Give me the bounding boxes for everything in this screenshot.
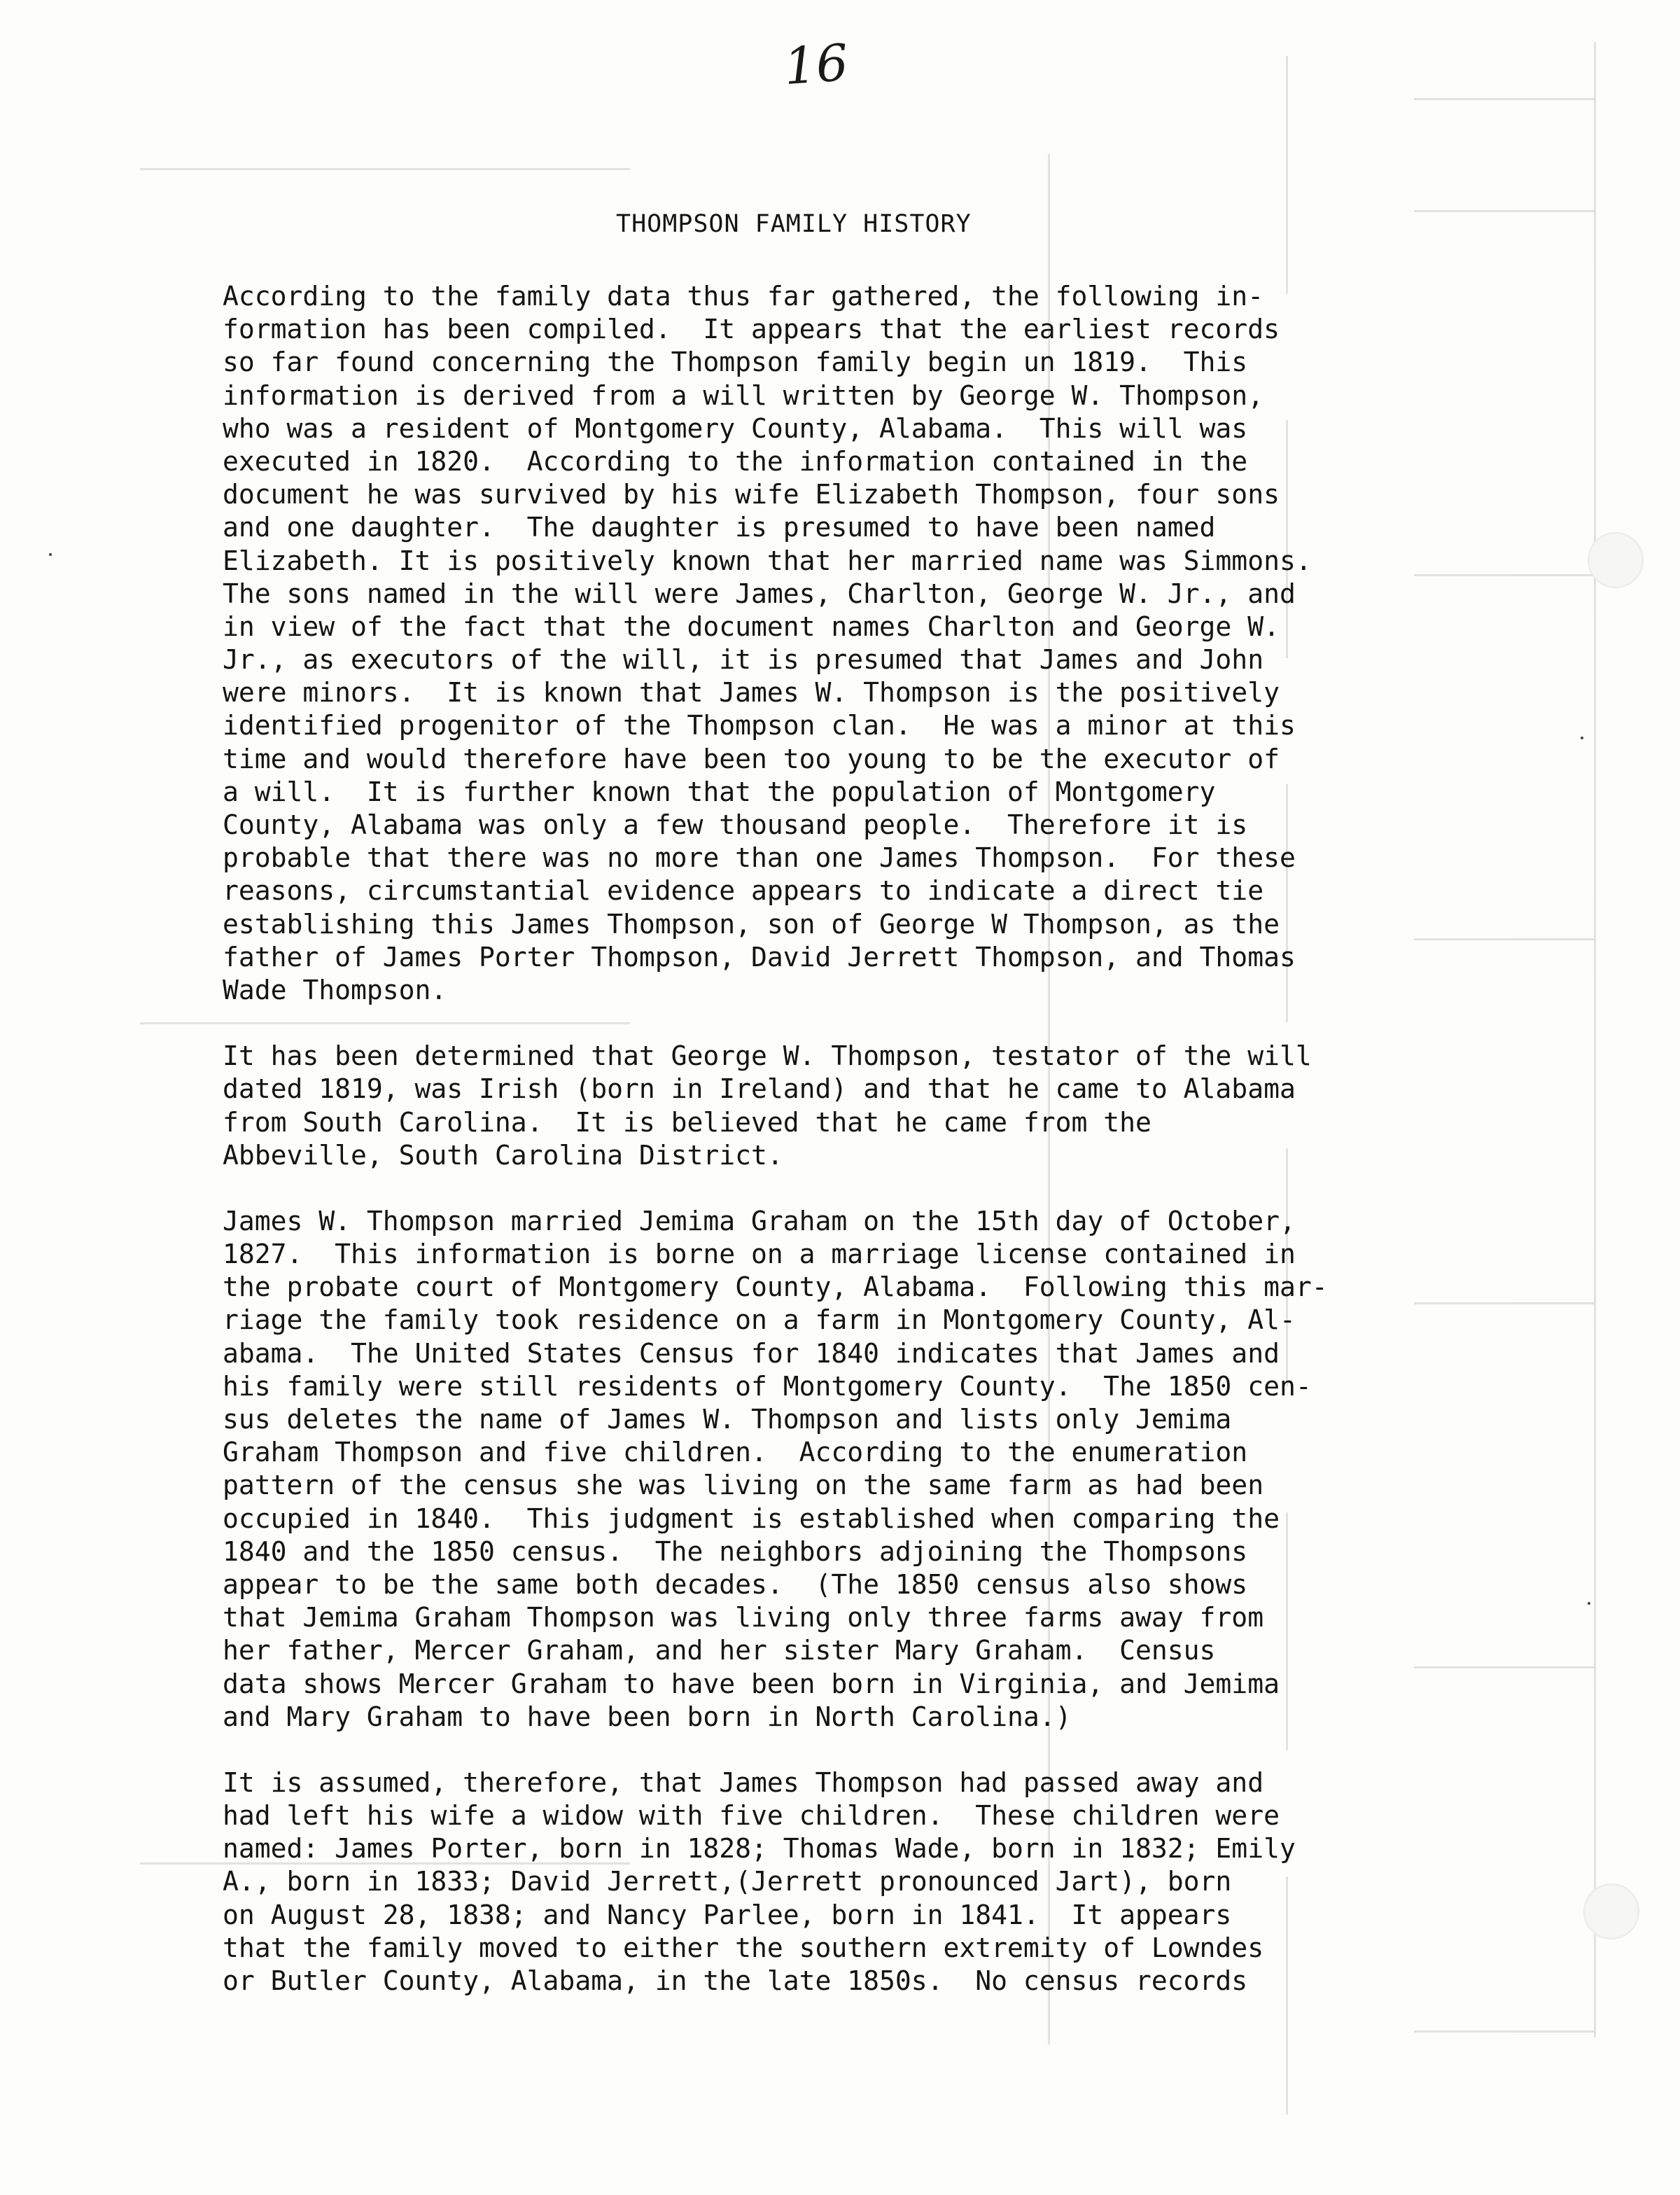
text-line: time and would therefore have been too young to be the executor of bbox=[223, 743, 1280, 774]
text-line: The sons named in the will were James, Charlton, George W. Jr., and bbox=[223, 578, 1296, 609]
text-line: According to the family data thus far gathered, the following in- bbox=[223, 281, 1264, 312]
text-line: Wade Thompson. bbox=[223, 974, 447, 1005]
text-line: 1827. This information is borne on a marriage license contained in bbox=[223, 1239, 1296, 1270]
text-line: riage the family took residence on a farm in Montgomery County, Al- bbox=[223, 1304, 1296, 1336]
text-line: Jr., as executors of the will, it is presumed that James and John bbox=[223, 644, 1264, 676]
text-line: that Jemima Graham Thompson was living only three farms away from bbox=[223, 1602, 1264, 1633]
text-line: pattern of the census she was living on the same farm as had been bbox=[223, 1470, 1264, 1501]
page-speck bbox=[1581, 737, 1583, 739]
page-speck bbox=[49, 553, 52, 556]
text-line: from South Carolina. It is believed that he came from the bbox=[223, 1106, 1152, 1138]
text-line: formation has been compiled. It appears that the earliest records bbox=[223, 314, 1280, 345]
text-line: appear to be the same both decades. (The 1850 census also shows bbox=[223, 1568, 1248, 1600]
text-line: County, Alabama was only a few thousand people. Therefore it is bbox=[223, 809, 1248, 840]
text-line: A., born in 1833; David Jerrett,(Jerrett pronounced Jart), born bbox=[223, 1866, 1232, 1897]
handwritten-page-number: 16 bbox=[782, 32, 850, 97]
text-line: or Butler County, Alabama, in the late 1850s. No census records bbox=[223, 1965, 1248, 1996]
text-line: 1840 and the 1850 census. The neighbors adjoining the Thompsons bbox=[223, 1535, 1248, 1567]
text-line: on August 28, 1838; and Nancy Parlee, born in 1841. It appears bbox=[223, 1899, 1232, 1930]
text-line: It is assumed, therefore, that James Thompson had passed away and bbox=[223, 1767, 1264, 1798]
text-line: It has been determined that George W. Thompson, testator of the will bbox=[223, 1040, 1312, 1072]
text-line: and Mary Graham to have been born in North Carolina.) bbox=[223, 1701, 1072, 1732]
text-line: Elizabeth. It is positively known that her married name was Simmons. bbox=[223, 545, 1312, 576]
text-line: information is derived from a will written by George W. Thompson, bbox=[223, 379, 1264, 411]
paragraph-1 bbox=[223, 280, 1595, 1007]
page-title: THOMPSON FAMILY HISTORY bbox=[616, 210, 972, 238]
paragraph-2 bbox=[223, 1040, 1595, 1172]
document-body bbox=[223, 280, 1595, 2030]
text-line: were minors. It is known that James W. Thompson is the positively bbox=[223, 677, 1280, 709]
text-line: Graham Thompson and five children. According to the enumeration bbox=[223, 1437, 1248, 1468]
text-line: her father, Mercer Graham, and her sister Mary Graham. Census bbox=[223, 1635, 1216, 1666]
text-line: reasons, circumstantial evidence appears to indicate a direct tie bbox=[223, 875, 1264, 907]
text-line: data shows Mercer Graham to have been born in Virginia, and Jemima bbox=[223, 1668, 1280, 1699]
text-line: the probate court of Montgomery County, Alabama. Following this mar- bbox=[223, 1271, 1328, 1303]
text-line: who was a resident of Montgomery County, Alabama. This will was bbox=[223, 412, 1248, 444]
paragraph-3 bbox=[223, 1205, 1595, 1734]
text-line: sus deletes the name of James W. Thompson and lists only Jemima bbox=[223, 1404, 1232, 1435]
text-line: had left his wife a widow with five children. These children were bbox=[223, 1800, 1280, 1832]
text-line: named: James Porter, born in 1828; Thomas Wade, born in 1832; Emily bbox=[223, 1833, 1296, 1865]
text-line: Abbeville, South Carolina District. bbox=[223, 1139, 783, 1171]
text-line: executed in 1820. According to the information contained in the bbox=[223, 445, 1248, 477]
text-line: dated 1819, was Irish (born in Ireland) and that he came to Alabama bbox=[223, 1073, 1296, 1105]
text-line: document he was survived by his wife Elizabeth Thompson, four sons bbox=[223, 479, 1280, 510]
text-line: his family were still residents of Montgomery County. The 1850 cen- bbox=[223, 1370, 1312, 1402]
punch-hole bbox=[1588, 532, 1644, 588]
punch-hole bbox=[1583, 1883, 1639, 1939]
text-line: establishing this James Thompson, son of George W Thompson, as the bbox=[223, 908, 1280, 940]
text-line: abama. The United States Census for 1840 indicates that James and bbox=[223, 1337, 1280, 1369]
text-line: probable that there was no more than one James Thompson. For these bbox=[223, 842, 1296, 874]
text-line: occupied in 1840. This judgment is established when comparing the bbox=[223, 1503, 1280, 1534]
text-line: and one daughter. The daughter is presumed to have been named bbox=[223, 512, 1216, 543]
text-line: in view of the fact that the document names Charlton and George W. bbox=[223, 611, 1280, 642]
text-line: James W. Thompson married Jemima Graham on the 15th day of October, bbox=[223, 1205, 1296, 1236]
text-line: that the family moved to either the southern extremity of Lowndes bbox=[223, 1932, 1264, 1963]
page-speck bbox=[1588, 1602, 1590, 1605]
text-line: identified progenitor of the Thompson clan. He was a minor at this bbox=[223, 710, 1296, 741]
text-line: father of James Porter Thompson, David Jerrett Thompson, and Thomas bbox=[223, 941, 1296, 973]
text-line: a will. It is further known that the population of Montgomery bbox=[223, 776, 1216, 807]
paragraph-4 bbox=[223, 1767, 1595, 1998]
text-line: so far found concerning the Thompson family begin un 1819. This bbox=[223, 347, 1248, 378]
